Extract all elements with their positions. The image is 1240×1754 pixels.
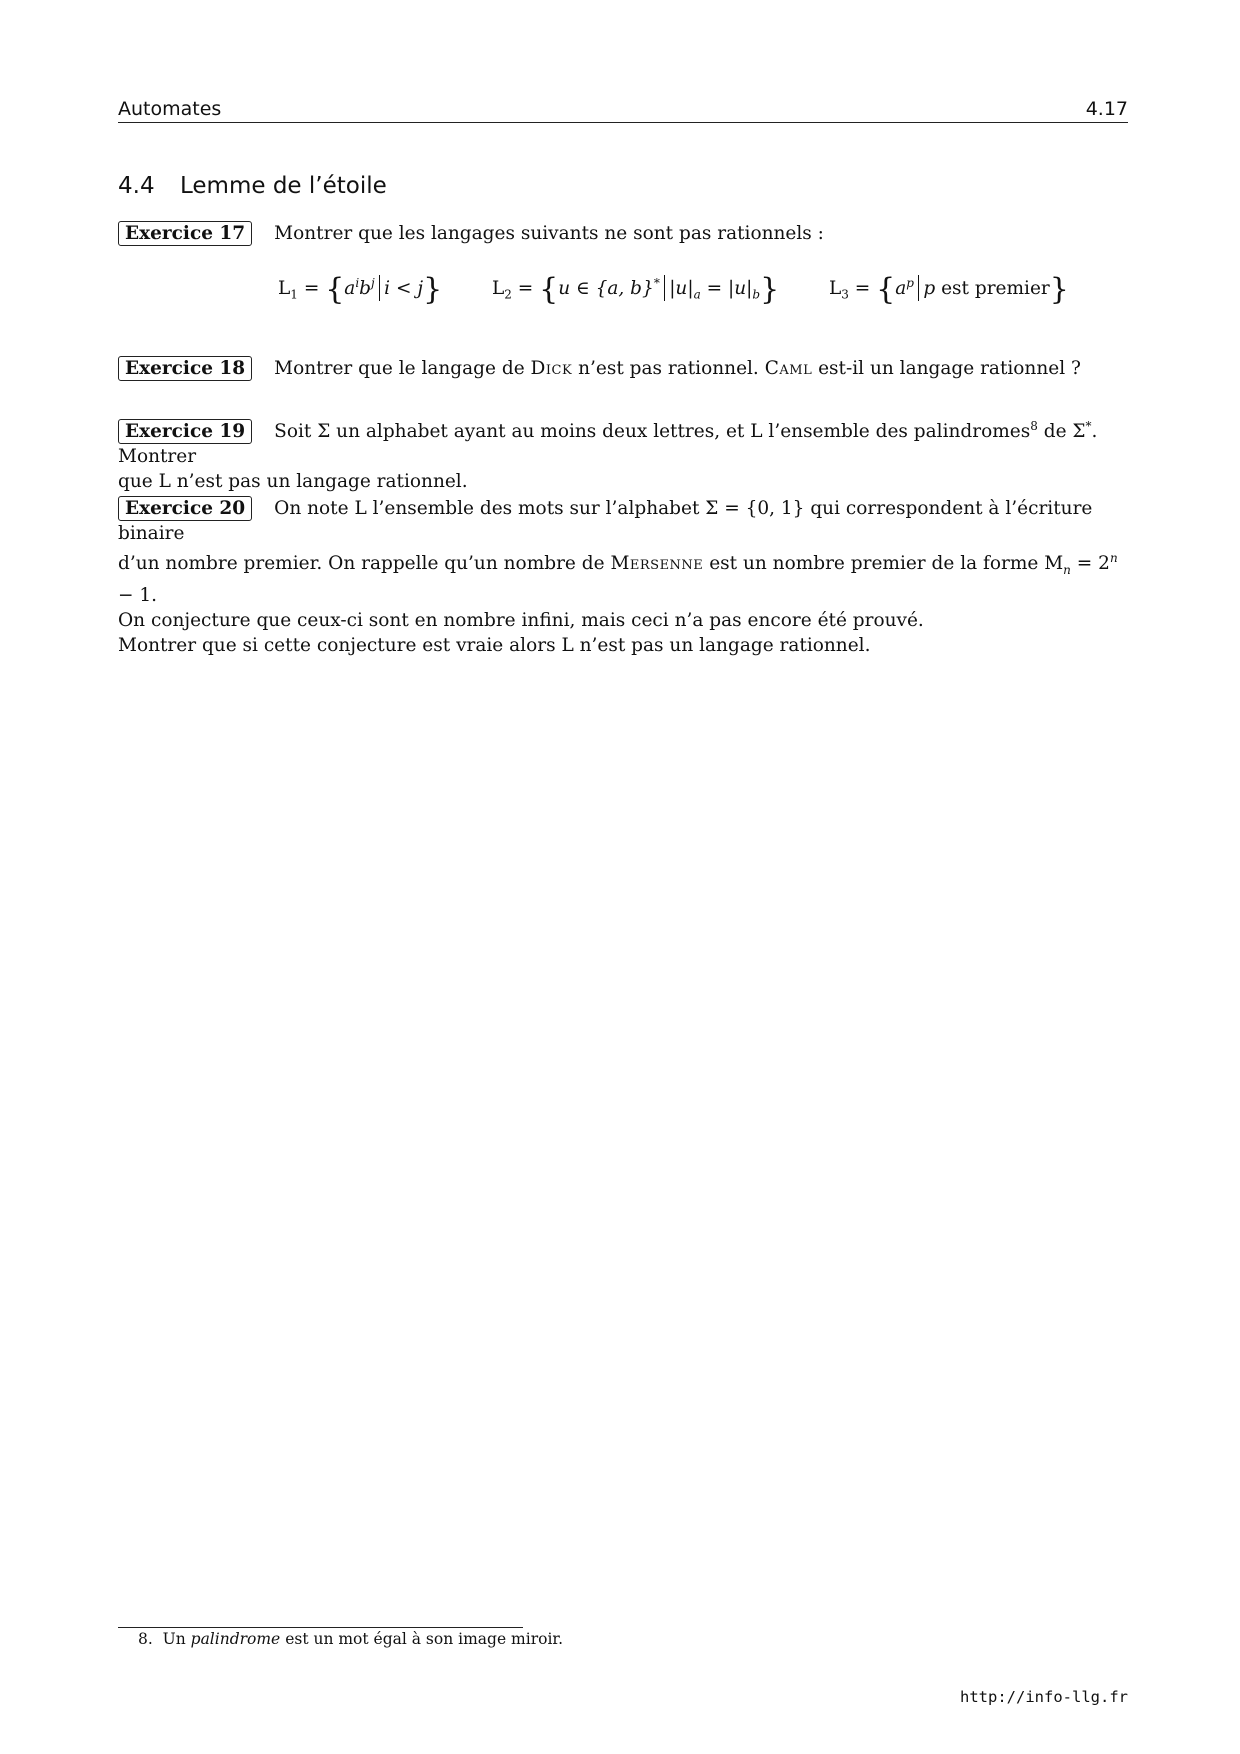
language-definitions bbox=[278, 271, 1128, 308]
section-number: 4.4 bbox=[118, 173, 155, 199]
footnote-rule bbox=[118, 1627, 523, 1628]
exercise-label: Exercice 19 bbox=[118, 419, 252, 444]
name-dick: Dick bbox=[530, 358, 573, 379]
footer-url[interactable]: http://info-llg.fr bbox=[960, 1688, 1128, 1706]
header-page-number: 4.17 bbox=[1085, 98, 1128, 120]
running-header bbox=[118, 96, 1128, 123]
exercise-20: Exercice 20 On note L l’ensemble des mots sur l’alphabet Σ = {0, 1} qui correspondent à l’écriture binaire d’un nombre premier. On rappelle qu’un nombre de Mersenne est un nombre premier de la forme $M_n = 2^n - 1$. On conjecture que ceux-ci sont en nombre infini, mais ceci n’a pas encore été prouvé. Montrer que si cette conjecture est vraie alors L n’est pas un langage rationnel. bbox=[118, 498, 1118, 656]
exercise-19: Exercice 19 Soit Σ un alphabet ayant au moins deux lettres, et L l’ensemble des palindromes$^8$ de Σ*. Montrer que L n’est pas un langage rationnel. bbox=[118, 419, 1098, 493]
footnote-term: palindrome bbox=[190, 1630, 281, 1648]
exercise-label: Exercice 20 bbox=[118, 496, 252, 521]
exercise-label: Exercice 17 bbox=[118, 221, 252, 246]
exercise-17 bbox=[118, 221, 1128, 246]
equation-l2: $L_2 = \{u$ ∈ {a, b}* $|u|_a = |u|_b$} bbox=[491, 272, 780, 308]
equation-l1: $L_1 = \{a^ib^j$ i < j} bbox=[278, 272, 443, 308]
exercise-text: Montrer que les langages suivants ne sont pas rationnels : bbox=[274, 223, 824, 244]
header-chapter: Automates bbox=[118, 98, 222, 120]
name-caml: Caml bbox=[764, 358, 813, 379]
footnote: 8. Un palindrome est un mot égal à son image miroir. bbox=[138, 1630, 564, 1648]
exercise-label: Exercice 18 bbox=[118, 356, 252, 381]
exercise-18: Exercice 18 Montrer que le langage de Dick n’est pas rationnel. Caml est-il un langage rationnel ? bbox=[118, 356, 1128, 381]
section-title: Lemme de l’étoile bbox=[180, 173, 387, 199]
footnote-mark: 8 bbox=[1030, 419, 1038, 433]
equation-l3: $L_3 = \{a^p$ p est premier} bbox=[828, 272, 1069, 308]
name-mersenne: Mersenne bbox=[610, 553, 704, 575]
section-heading bbox=[118, 173, 387, 199]
